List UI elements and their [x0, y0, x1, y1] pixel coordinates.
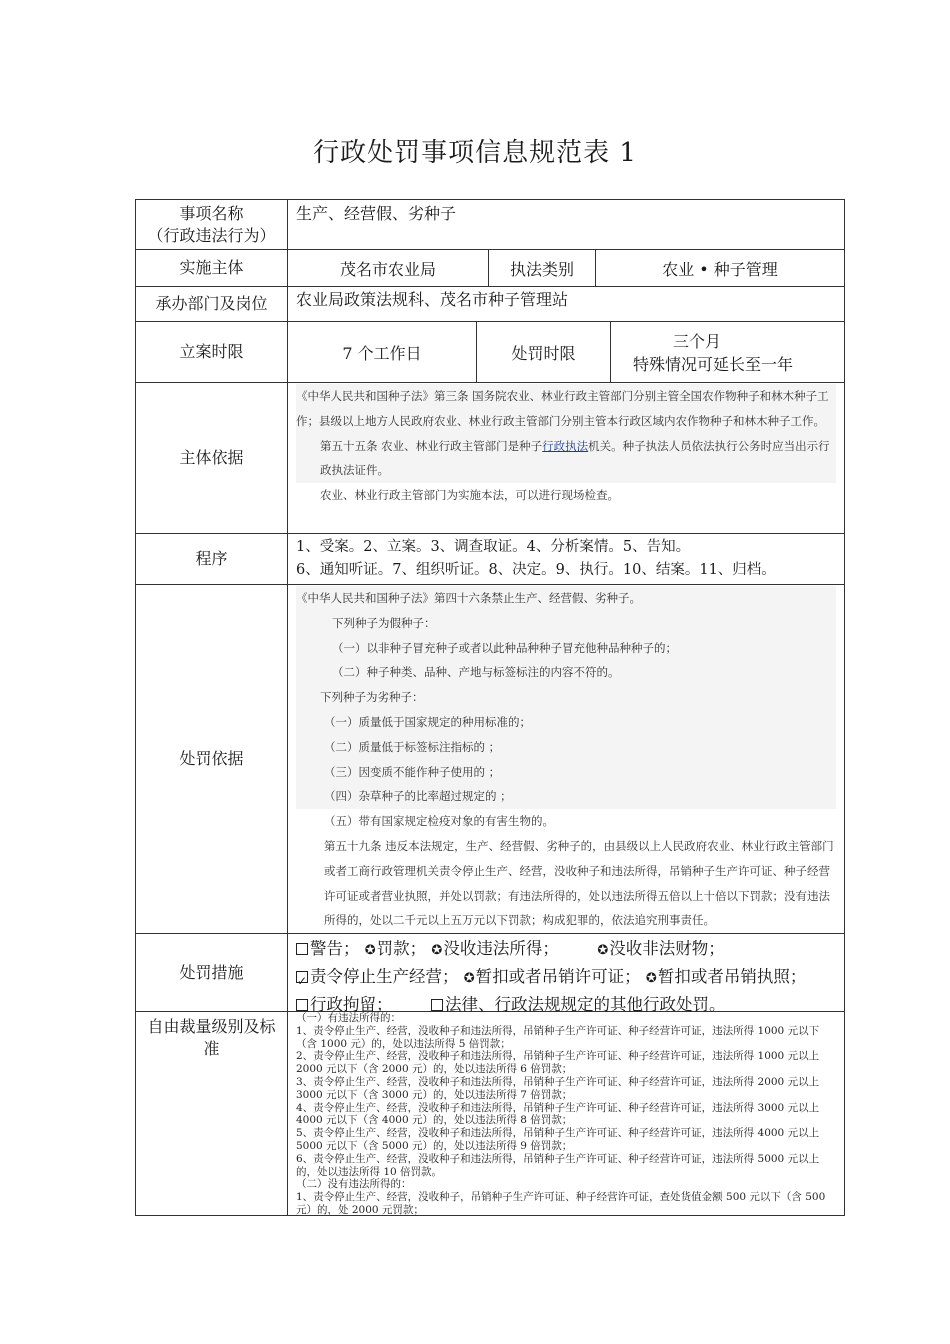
basis-label: 主体依据	[136, 383, 288, 533]
pb-line: （一）质量低于国家规定的种用标准的；	[296, 710, 836, 735]
procedure-label: 程序	[136, 534, 288, 584]
category-value: 农业 • 种子管理	[662, 259, 778, 279]
page-title: 行政处罚事项信息规范表 1	[313, 138, 637, 168]
basis-content	[288, 383, 844, 533]
discretion-label: 自由裁量级别及标准	[136, 1012, 288, 1215]
pb-line: 下列种子为假种子：	[296, 611, 836, 636]
pb-line: 《中华人民共和国种子法》第四十六条禁止生产、经营假、劣种子。	[296, 586, 836, 611]
pb-line: （二）种子种类、品种、产地与标签标注的内容不符的。	[296, 660, 836, 685]
category-label: 执法类别	[489, 250, 596, 286]
item-name-label: 事项名称 （行政违法行为）	[136, 200, 288, 249]
warning-checkbox[interactable]	[296, 943, 308, 955]
measures-content: 警告； ✪罚款； ✪没收违法所得； ✪没收非法财物； ✓责令停止生产经营； ✪暂扣或者吊销许可证； ✪暂扣或者吊销执照； 行政拘留； 法律、行政法规规定的其他行政处罚。	[288, 934, 844, 1011]
disc-line: 2、责令停止生产、经营，没收种子和违法所得，吊销种子生产许可证、种子经营许可证，违法所得 1000 元以上 2000 元以下（含 2000 元）的，处以违法所得 6 倍罚款；	[296, 1050, 820, 1076]
pb-line: （一）以非种子冒充种子或者以此种品种种子冒充他种品种种子的；	[296, 636, 836, 661]
basis-p2: 第五十五条 农业、林业行政主管部门是种子行政执法机关。种子执法人员依法执行公务时应当出示行政执法证件。	[296, 434, 836, 484]
detention-checkbox[interactable]	[296, 999, 308, 1011]
basis-p1: 《中华人民共和国种子法》第三条 国务院农业、林业行政主管部门分别主管全国农作物种子和林木种子工作；县级以上地方人民政府农业、林业行政主管部门分别主管本行政区域内农作物种子和林木种子工作。	[296, 384, 836, 434]
row-item-name	[135, 199, 845, 250]
stop-checkbox[interactable]	[296, 971, 308, 983]
measures-label: 处罚措施	[136, 934, 288, 1011]
row-subject	[135, 250, 845, 287]
pb-line: （四）杂草种子的比率超过规定的 ；	[296, 784, 836, 809]
penalty-basis-label: 处罚依据	[136, 585, 288, 933]
subject-label: 实施主体	[136, 250, 288, 286]
disc-line: （二）没有违法所得的：	[296, 1178, 412, 1191]
pb-article-59: 第五十九条 违反本法规定，生产、经营假、劣种子的，由县级以上人民政府农业、林业行政主管部门或者工商行政管理机关责令停止生产、经营，没收种子和违法所得，吊销种子生产许可证、种子经营许可证或者营业执照，并处以罚款；有违法所得的，处以违法所得五倍以上十倍以下罚款；没有违法所得的，处以二千元以上五万元以下罚款；构成犯罪的，依法追究刑事责任。	[324, 838, 834, 928]
penalty-basis-content	[288, 585, 844, 933]
basis-p3: 农业、林业行政主管部门为实施本法，可以进行现场检查。	[320, 488, 619, 503]
gear-icon: ✪	[645, 971, 657, 986]
gear-icon: ✪	[431, 943, 443, 958]
subject-value: 茂名市农业局	[288, 250, 489, 286]
row-dept	[135, 287, 845, 322]
disc-line: 4、责令停止生产、经营，没收种子和违法所得，吊销种子生产许可证、种子经营许可证，违法所得 3000 元以上 4000 元以下（含 4000 元）的，处以违法所得 8 倍罚款；	[296, 1101, 820, 1127]
disc-line: （一）有违法所得的：	[296, 1012, 401, 1024]
row-time	[135, 322, 845, 383]
info-table	[135, 199, 845, 1216]
disc-line: 3、责令停止生产、经营，没收种子和违法所得，吊销种子生产许可证、种子经营许可证，违法所得 2000 元以上 3000 元以下（含 3000 元）的，处以违法所得 7 倍罚款；	[296, 1075, 820, 1101]
item-name-value: 生产、经营假、劣种子	[296, 204, 457, 223]
penalty-time-value: 三个月 特殊情况可延长至一年	[633, 332, 794, 374]
pb-line: 下列种子为劣种子：	[296, 685, 836, 710]
disc-line: 1、责令停止生产、经营，没收种子和违法所得，吊销种子生产许可证、种子经营许可证，违法所得 1000 元以下（含 1000 元）的，处以违法所得 5 倍罚款；	[296, 1024, 820, 1050]
dept-value: 农业局政策法规科、茂名市种子管理站	[296, 290, 569, 309]
row-discretion	[135, 1012, 845, 1216]
procedure-content: 1、受案。2、立案。3、调查取证。4、分析案情。5、告知。 6、通知听证。7、组织听证。8、决定。9、执行。10、结案。11、归档。	[296, 539, 776, 578]
other-checkbox[interactable]	[431, 999, 443, 1011]
row-basis	[135, 383, 845, 534]
gear-icon: ✪	[364, 943, 376, 958]
pb-line: （三）因变质不能作种子使用的 ；	[296, 760, 836, 785]
row-procedure	[135, 534, 845, 585]
disc-line: 1、责令停止生产、经营，没收种子，吊销种子生产许可证、种子经营许可证，查处货值金额 500 元以下（含 500 元）的，处 2000 元罚款；	[296, 1191, 826, 1216]
time-value: 7 个工作日	[288, 322, 477, 382]
dept-label: 承办部门及岗位	[136, 287, 288, 321]
disc-line: 5、责令停止生产、经营，没收种子和违法所得，吊销种子生产许可证、种子经营许可证，违法所得 4000 元以上 5000 元以下（含 5000 元）的，处以违法所得 9 倍罚款；	[296, 1127, 820, 1152]
row-measures	[135, 934, 845, 1012]
disc-line: 6、责令停止生产、经营，没收种子和违法所得，吊销种子生产许可证、种子经营许可证，违法所得 5000 元以上的，处以违法所得 10 倍罚款。	[296, 1152, 820, 1178]
law-enforcement-link[interactable]: 行政执法	[542, 438, 589, 453]
discretion-content	[288, 1012, 844, 1215]
gear-icon: ✪	[463, 971, 475, 986]
penalty-time-label: 处罚时限	[477, 322, 611, 382]
row-penalty-basis	[135, 585, 845, 934]
time-label: 立案时限	[136, 322, 288, 382]
pb-line: （五）带有国家规定检疫对象的有害生物的。	[324, 814, 554, 829]
pb-line: （二）质量低于标签标注指标的 ；	[296, 735, 836, 760]
gear-icon: ✪	[597, 943, 609, 958]
